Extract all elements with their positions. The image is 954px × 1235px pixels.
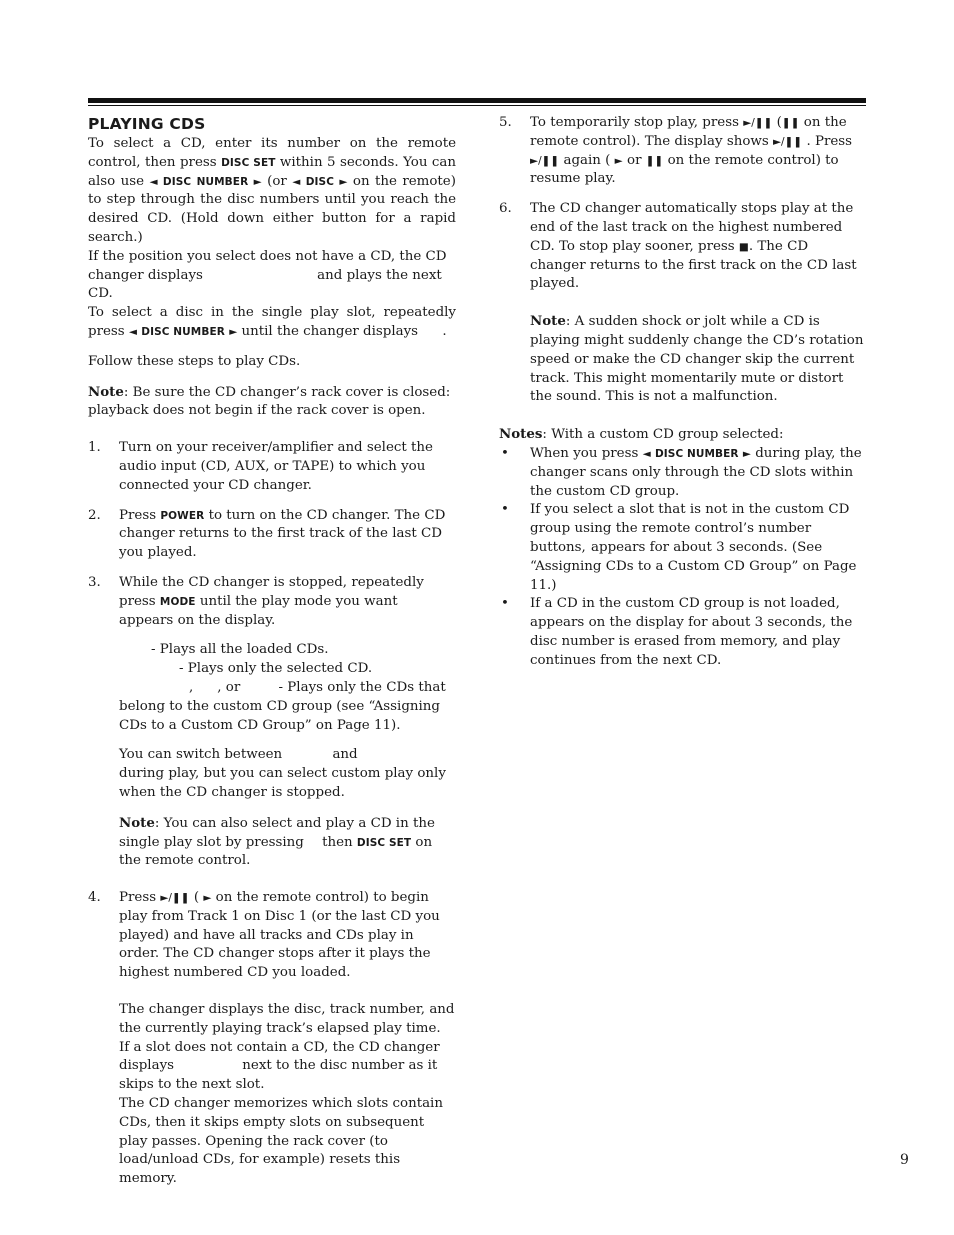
right-arrow-icon: ► [253,175,262,188]
intro-paragraph-4: Follow these steps to play CDs. [88,353,301,369]
page-number: 9 [900,1152,909,1168]
step-4: 4. Press ►/❚❚ ( ► on the remote control) to begin play from Track 1 on Disc 1 (or the last CD you played) and have all tracks and CDs play in order. The CD changer stops after it plays the highest numbered CD you loaded. The changer displays the disc, track number, and the currently playing track’s elapsed play time. If a slot does not contain a CD, the CD changer displays next to the disc number as it skips to the next slot. The CD changer memorizes which slots contain CDs, then it skips empty slots on subsequent play passes. Opening the rack cover (to load/unload CDs, for example) resets this memory. [88,890,455,1187]
play-pause-icon: ►/❚❚ [530,154,560,167]
stop-icon: ■ [738,240,749,253]
play-pause-icon: ►/❚❚ [743,117,773,129]
step-5: 5. To temporarily stop play, press ►/❚❚ (❚❚ on the remote control). The display shows ►/❚❚ . Press ►/❚❚ again ( ► or ❚❚ on the remote control) to resume play. [499,115,853,187]
step-1: 1. Turn on your receiver/amplifier and select the audio input (CD, AUX, or TAPE) to which you connected your CD changer. [88,440,433,493]
right-arrow-icon: ► [229,325,238,338]
pause-icon: ❚❚ [781,117,800,129]
notes-bullet-2: • If you select a slot that is not in the custom CD group using the remote control’s number buttons, appears for about 3 seconds. (See “Assigning CDs to a Custom CD Group” on Page 11.) [501,502,857,593]
right-column [499,112,867,671]
intro-paragraph-2: If the position you select does not have a CD, the CD changer displays and plays the next CD. [88,248,447,302]
right-arrow-icon: ► [339,175,348,188]
notes-bullet-1: • When you press ◄ DISC NUMBER ► during play, the changer scans only through the CD slots within the custom CD group. [501,445,862,499]
left-arrow-icon: ◄ [292,175,301,188]
disc-set-key: DISC SET [356,836,412,849]
right-arrow-icon: ► [742,447,751,460]
section-heading: PLAYING CDS [88,115,206,133]
play-pause-icon: ►/❚❚ [160,892,190,905]
top-rule-thin [88,105,866,106]
mode-key: MODE [159,595,196,608]
step-3: 3. While the CD changer is stopped, repeatedly press MODE until the play mode you want appears on the display. - Plays all the loaded CDs. - Plays only the selected CD. , , or - Plays only the CDs that belong to the custom CD group (see “Assigning CDs to a Custom CD Group” on Page 11). You can switch between and during play, but you can select custom play only when the CD changer is stopped. Note: You can also select and play a CD in the single play slot by pressing then DISC SET on the remote control. [88,574,446,869]
intro-paragraph-1: To select a CD, enter its number on the remote control, then press DISC SET within 5 seconds. You can also use ◄ DISC NUMBER ► (or ◄ DISC ► on the remote) to step through the disc numbers until you reach the desired CD. (Hold down either button for a rapid search.) [88,136,456,245]
intro-note: Note: Be sure the CD changer’s rack cover is closed: playback does not begin if the rack cover is open. [88,383,451,419]
left-column [88,112,456,1189]
notes-intro: Notes: With a custom CD group selected: [499,426,784,443]
step-6: 6. The CD changer automatically stops play at the end of the last track on the highest numbered CD. To stop play sooner, press ■. The CD changer returns to the first track on the CD last played. Note: A sudden shock or jolt while a CD is playing might suddenly change the CD’s rotation speed or make the CD changer skip the current track. This might momentarily mute or distort the sound. This is not a malfunction. [499,201,864,405]
pause-icon: ❚❚ [645,154,664,167]
left-arrow-icon: ◄ [149,175,158,188]
step-2: 2. Press POWER to turn on the CD changer. The CD changer returns to the first track of the last CD you played. [88,507,446,561]
power-key: POWER [160,509,205,522]
play-pause-icon: ►/❚❚ [772,135,803,148]
left-arrow-icon: ◄ [128,325,137,338]
play-icon: ► [203,892,212,905]
top-rule-thick [88,98,866,103]
intro-paragraph-3: To select a disc in the single play slot, repeatedly press ◄ DISC NUMBER ► until the changer displays . [88,305,456,339]
play-icon: ► [614,154,623,167]
left-arrow-icon: ◄ [642,447,651,460]
notes-bullet-3: • If a CD in the custom CD group is not loaded, appears on the display for about 3 seconds, the disc number is erased from memory, and play continues from the next CD. [501,596,853,668]
disc-set-key: DISC SET [221,156,276,169]
